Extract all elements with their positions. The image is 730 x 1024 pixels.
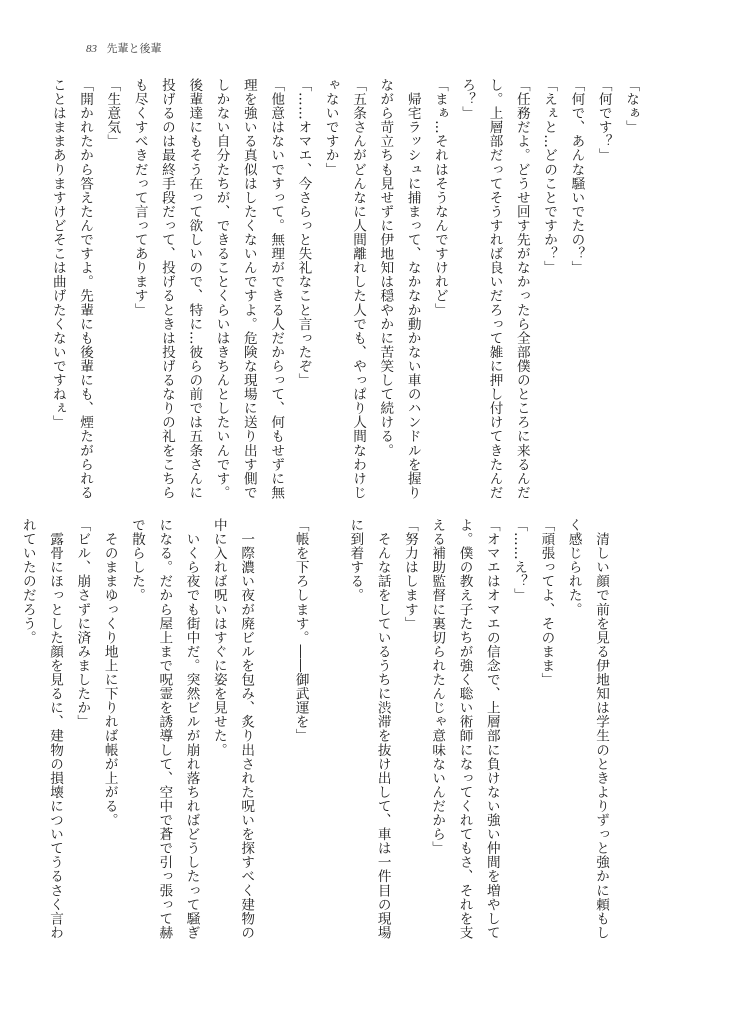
text-line: になる。だから屋上まで呪霊を誘導して、空中で蒼で引っ張って赫 (156, 518, 173, 940)
text-line: 後輩達にもそう在って欲しいので、特に…彼らの前では五条さんに (186, 78, 203, 500)
text-line (259, 518, 286, 938)
text-line (314, 518, 341, 938)
text-line: ながら苛立ちも見せずに伊地知は穏やかに苦笑して続ける。 (377, 78, 394, 458)
text-line: える補助監督に裏切られたんじゃ意味ないんだから」 (429, 518, 446, 856)
text-line: ことはままありますけどそこは曲げたくないですねぇ」 (49, 78, 66, 430)
text-line: に到着する。 (347, 518, 364, 603)
text-line: 帰宅ラッシュに捕まって、なかなか動かない車のハンドルを握り (404, 78, 421, 500)
text-line: 「何で、あんな騒いでたの？」 (568, 78, 585, 275)
text-line: 「頑張ってよ、そのまま」 (538, 518, 555, 687)
page-header (86, 40, 162, 56)
text-line: 「生意気」 (104, 78, 121, 149)
text-line: しかない自分たちが、できることくらいはきちんとしたいんです。 (213, 78, 230, 500)
text-line: 「オマエはオマエの信念で、上層部に負けない強い仲間を増やして (483, 518, 500, 940)
text-line: 「なぁ」 (623, 78, 639, 135)
text-line: 「まぁ…それはそうなんですけれど」 (431, 78, 448, 317)
text-line: 「ビル、崩さずに済みましたか」 (74, 518, 91, 729)
text-line: そんな話をしているうちに渋滞を抜け出して、車は一件目の現場 (374, 518, 391, 940)
text-line: 理を強いる真似はしたくないんですよ。危険な現場に送り出す側で (240, 78, 257, 500)
text-line: も尽くすべきだって言ってあります」 (131, 78, 148, 317)
text-line: れていたのだろう。 (19, 518, 36, 645)
text-line: 「えぇと…どのことですか？」 (541, 78, 558, 275)
text-line: 一際濃い夜が廃ビルを包み、炙り出された呪いを探すべく建物の (238, 518, 255, 940)
text-line: く感じられた。 (565, 518, 582, 617)
text-line: し。上層部だってそうすれば良いだろって雑に押し付けてきたんだ (486, 78, 503, 500)
text-line: 「……え？」 (511, 518, 528, 603)
text-line: 「何です？」 (595, 78, 612, 163)
running-title: 先輩と後輩 (106, 42, 162, 55)
text-line: ろ？」 (459, 78, 476, 121)
text-line: ゃないですか」 (322, 78, 339, 177)
page-number: 83 (86, 43, 97, 55)
text-line: 「帳を下ろします。――御武運を」 (292, 518, 309, 743)
upper-text-block (49, 78, 644, 500)
text-line: 「五条さんがどんなに人間離れした人でも、やっぱり人間なわけじ (350, 78, 367, 500)
text-line: よ。僕の教え子たちが強く聡い術師になってくれてもさ、それを支 (456, 518, 473, 940)
text-line: 投げるのは最終手段だって、投げるときは投げるなりの礼をこちら (158, 78, 175, 500)
text-line: で散らした。 (128, 518, 145, 603)
text-line: いくら夜でも街中だ。突然ビルが崩れ落ちればどうしたって騒ぎ (183, 518, 200, 940)
text-line: 「努力はします」 (401, 518, 418, 631)
text-line: そのままゆっくり地上に下りれば帳が上がる。 (101, 518, 118, 828)
text-line: 清しい顔で前を見る伊地知は学生のときよりずっと強かに頼もし (593, 518, 609, 940)
text-line: 「任務だよ。どうせ回す先がなかったら全部僕のところに来るんだ (513, 78, 530, 500)
text-line: 露骨にほっとした顔を見るに、建物の損壊についてうるさく言わ (47, 518, 64, 940)
text-line: 「……オマエ、今さらっと失礼なこと言ったぞ」 (295, 78, 312, 388)
lower-text-block (19, 518, 614, 940)
text-line: 「開かれたから答えたんですよ。先輩にも後輩にも、煙たがられる (77, 78, 94, 500)
text-line: 中に入れば呪いはすぐに姿を見せた。 (210, 518, 227, 757)
text-line: 「他意はないですって。無理ができる人だからって、何もせずに無 (268, 78, 285, 500)
